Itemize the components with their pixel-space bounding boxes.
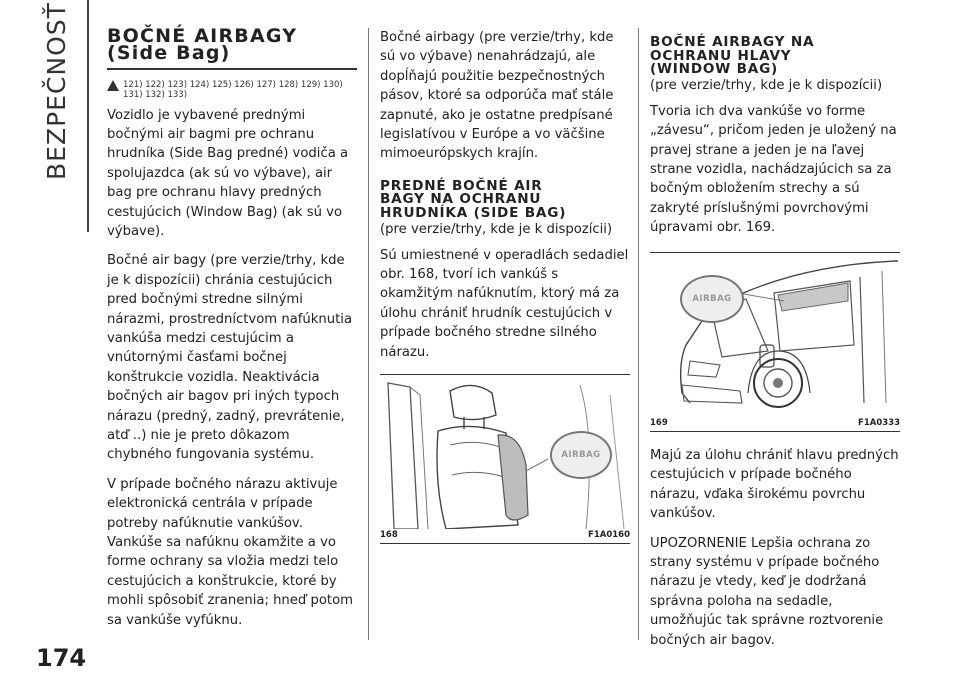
- figure-169: [650, 252, 900, 432]
- paragraph: Bočné airbagy (pre verzie/trhy, kde sú vo výbave) nenahrádzajú, ale dopĺňajú použitie bezpečnostných pásov, ktoré sa odporúča mať stále zapnuté, ako je ostatne predpísané legislatívou v Európe a vo väčšine mimoeurópskych krajín.: [380, 30, 614, 162]
- section-label: BEZPEČNOSŤ: [42, 2, 71, 180]
- column-2: [380, 28, 630, 544]
- seat-illustration: [380, 375, 630, 529]
- section-heading: [650, 36, 900, 77]
- page-number: 174: [36, 644, 87, 672]
- sidebar: [0, 0, 88, 686]
- section-title: [107, 25, 357, 64]
- airbag-label-badge: AIRBAG: [680, 275, 744, 323]
- van-drawing: [650, 253, 900, 417]
- figure-code: F1A0160: [588, 530, 630, 541]
- paragraph: Bočné air bagy (pre verzie/trhy, kde je k dispozícii) chránia cestujúcich pred bočnými stredne silnými nárazmi, prostredníctvom nafúknutia vankúša medzi cestujúcim a vnútornými časťami bočnej konštrukcie vozidla. Neaktivácia bočných air bagov pri iných typoch nárazu (predný, zadný, prevrátenie, atď ..) nie je preto dôkazom chybného fungovania systému.: [107, 253, 353, 463]
- figure-number: 168: [380, 530, 398, 541]
- van-illustration: [650, 253, 900, 417]
- warning-references: [107, 80, 357, 100]
- section-heading-line: BAGY NA OCHRANU: [380, 191, 542, 208]
- figure-caption: [380, 529, 630, 544]
- section-subtitle: (pre verzie/trhy, kde je k dispozícii): [380, 221, 613, 237]
- section-heading-line: PREDNÉ BOČNÉ AIR: [380, 177, 543, 194]
- column-3: [650, 28, 900, 660]
- figure-caption: [650, 417, 900, 432]
- paragraph: Vozidlo je vybavené prednými bočnými air bagmi pre ochranu hrudníka (Side Bag predné) vodiča a spolujazdca (ak sú vo výbave), air bag pre ochranu hlavy predných cestujúcich (Window Bag) (ak sú vo výbave).: [107, 107, 349, 239]
- warning-icon: [107, 80, 119, 91]
- figure-code: F1A0333: [858, 417, 900, 428]
- section-heading-line: BOČNÉ AIRBAGY NA: [650, 34, 815, 50]
- section-heading-line: (WINDOW BAG): [650, 61, 779, 78]
- section-heading: [380, 177, 630, 222]
- paragraph: Sú umiestnené v operadlách sedadiel obr. 168, tvorí ich vankúš s okamžitým nafúknutím, ktorý má za úlohu chrániť hrudník cestujúcich v prípade bočného stredne silného nárazu.: [380, 247, 629, 360]
- column-divider: [368, 28, 369, 640]
- section-heading-line: OCHRANU HLAVY: [650, 47, 792, 64]
- reference-numbers: 121) 122) 123) 124) 125) 126) 127) 128) 129) 130) 131) 132) 133): [123, 79, 343, 100]
- section-heading-line: HRUDNÍKA (SIDE BAG): [380, 205, 567, 222]
- paragraph: Majú za úlohu chrániť hlavu predných cestujúcich v prípade bočného nárazu, vďaka širokému povrchu vankúšov.: [650, 447, 899, 522]
- paragraph: Tvoria ich dva vankúše vo forme „závesu“, pričom jeden je uložený na pravej strane a jeden je na ľavej strane vozidla, nachádzajúcich sa za bočným obložením strechy a sú zakryté príslušnými povrchovými úpravami obr. 169.: [650, 103, 897, 236]
- sidebar-rule: [87, 0, 89, 232]
- column-divider: [638, 28, 639, 640]
- section-title-line: (Side Bag): [107, 42, 231, 64]
- paragraph: V prípade bočného nárazu aktivuje elektronická centrála v prípade potreby nafúknutie vankúšov. Vankúše sa nafúknu okamžite a vo forme ochrany sa vložia medzi telo cestujúcich a konštrukcie, ktoré by mohli spôsobiť zranenia; hneď potom sa vankúše vyfúknu.: [107, 476, 353, 628]
- figure-168: [380, 374, 630, 544]
- airbag-label-badge: AIRBAG: [550, 431, 612, 479]
- section-title-line: BOČNÉ AIRBAGY: [107, 25, 298, 47]
- warning-paragraph: UPOZORNENIE Lepšia ochrana zo strany systému v prípade bočného nárazu je vtedy, keď je dodržaná správna poloha na sedadle, umožňujúc tak správne roztvorenie bočných air bagov.: [650, 535, 884, 648]
- figure-number: 169: [650, 417, 668, 428]
- column-1: [107, 25, 357, 640]
- title-rule: [107, 68, 357, 70]
- section-subtitle: (pre verzie/trhy, kde je k dispozícii): [650, 77, 883, 93]
